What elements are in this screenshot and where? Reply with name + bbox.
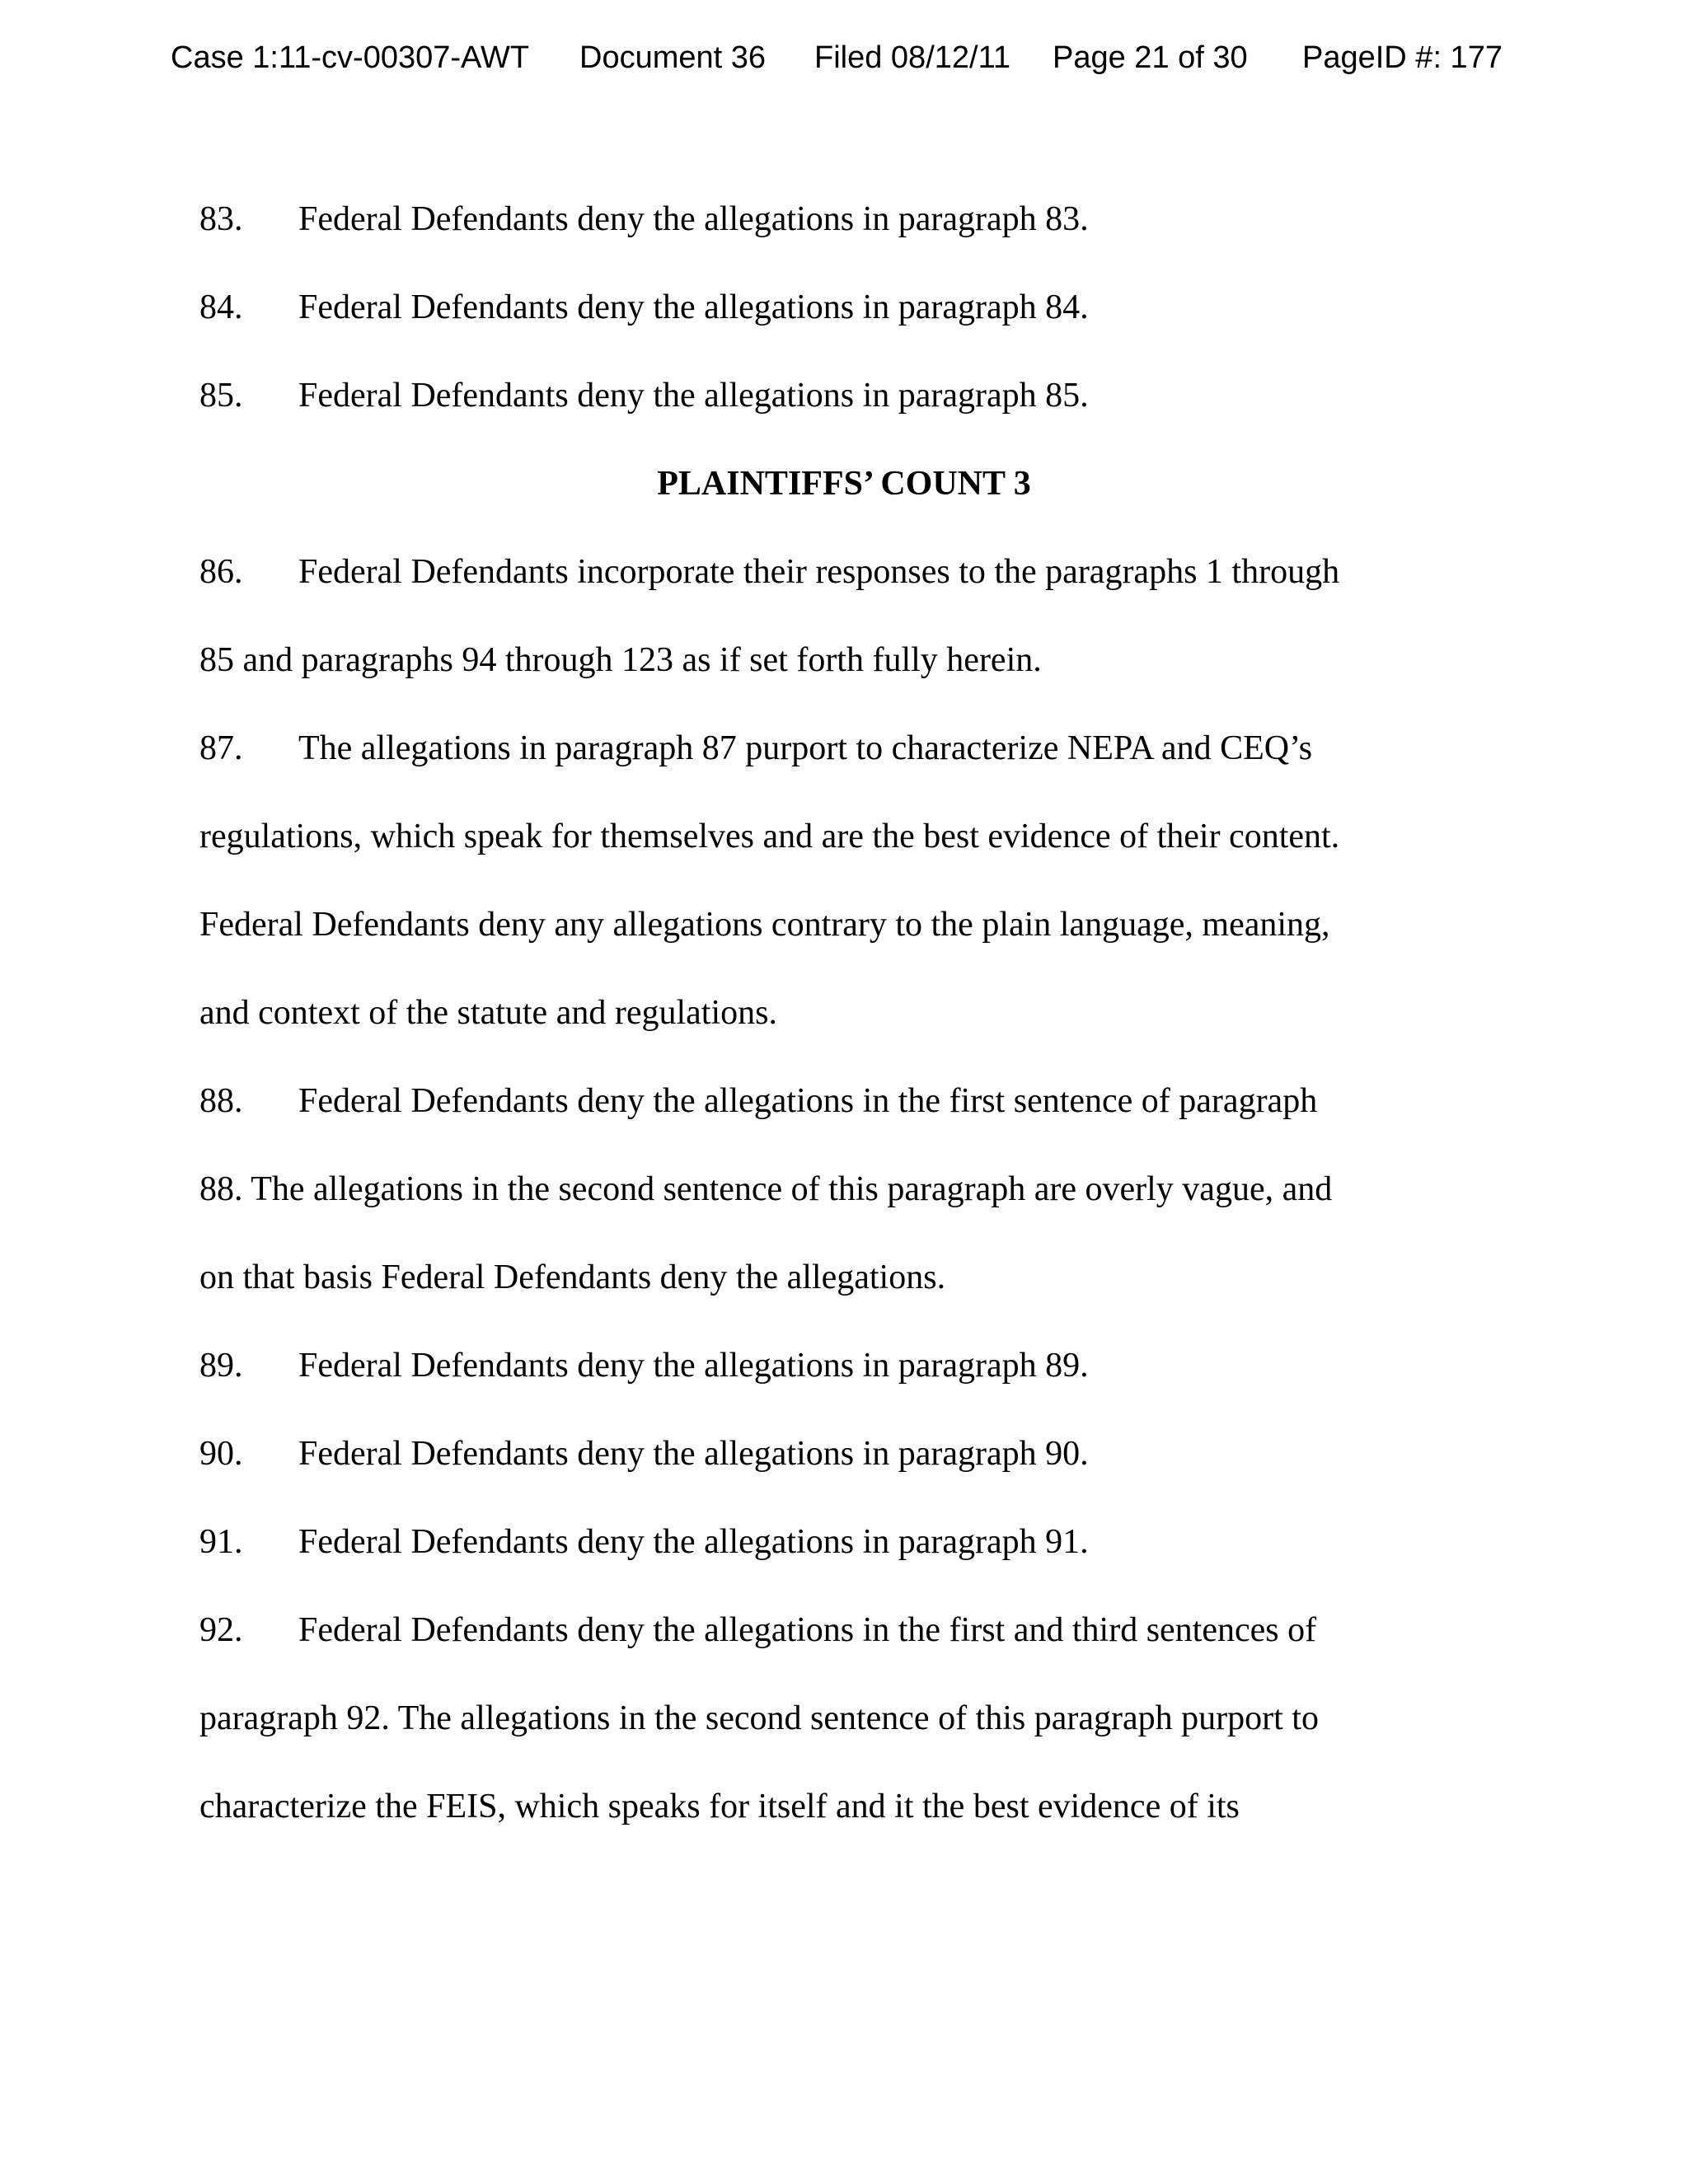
paragraph-number: 92. [199, 1611, 243, 1649]
paragraph-92-line-2: paragraph 92. The allegations in the second sentence of this paragraph purport to [199, 1699, 1319, 1737]
paragraph-text: Federal Defendants deny the allegations in paragraph 84. [298, 288, 1089, 326]
paragraph-number: 84. [199, 288, 243, 326]
paragraph-87-line-2: regulations, which speak for themselves and are the best evidence of their content. [199, 818, 1340, 855]
paragraph-text: The allegations in paragraph 87 purport to characterize NEPA and CEQ’s [298, 729, 1313, 767]
paragraph-88-line-2: 88. The allegations in the second sentence of this paragraph are overly vague, and [199, 1170, 1333, 1208]
section-heading: PLAINTIFFS’ COUNT 3 [657, 465, 1031, 503]
paragraph-text: Federal Defendants deny the allegations in paragraph 91. [298, 1523, 1089, 1561]
paragraph-text: Federal Defendants deny the allegations in paragraph 83. [298, 200, 1089, 238]
paragraph-88-line-1 [199, 1057, 1317, 1146]
paragraph-92-line-3: characterize the FEIS, which speaks for itself and it the best evidence of its [199, 1788, 1240, 1825]
paragraph-number: 90. [199, 1435, 243, 1473]
paragraph-text: Federal Defendants deny the allegations in paragraph 90. [298, 1435, 1089, 1473]
filed-date: Filed 08/12/11 [814, 40, 1011, 75]
paragraph-text: Federal Defendants deny the allegations in the first and third sentences of [298, 1611, 1317, 1649]
paragraph-85 [199, 351, 1089, 440]
paragraph-89 [199, 1321, 1089, 1410]
paragraph-87-line-1 [199, 704, 1312, 793]
paragraph-number: 86. [199, 553, 243, 591]
paragraph-88-line-3: on that basis Federal Defendants deny the allegations. [199, 1258, 946, 1296]
paragraph-number: 87. [199, 729, 243, 767]
document-number: Document 36 [579, 40, 767, 75]
page-id: PageID #: 177 [1302, 40, 1503, 75]
paragraph-text: Federal Defendants incorporate their responses to the paragraphs 1 through [298, 553, 1340, 591]
page-number: Page 21 of 30 [1053, 40, 1248, 75]
paragraph-84 [199, 263, 1089, 352]
paragraph-number: 91. [199, 1523, 243, 1561]
paragraph-number: 88. [199, 1082, 243, 1120]
paragraph-92-line-1 [199, 1586, 1316, 1675]
paragraph-text: Federal Defendants deny the allegations in paragraph 89. [298, 1347, 1089, 1385]
paragraph-87-line-3: Federal Defendants deny any allegations contrary to the plain language, meaning, [199, 906, 1330, 944]
paragraph-87-line-4: and context of the statute and regulations. [199, 994, 777, 1032]
paragraph-text: Federal Defendants deny the allegations in paragraph 85. [298, 377, 1089, 415]
paragraph-number: 83. [199, 200, 243, 238]
paragraph-83 [199, 175, 1089, 264]
paragraph-91 [199, 1497, 1089, 1586]
paragraph-number: 89. [199, 1347, 243, 1385]
paragraph-86-line-1 [199, 527, 1339, 616]
paragraph-number: 85. [199, 377, 243, 415]
paragraph-90 [199, 1409, 1089, 1498]
paragraph-86-line-2: 85 and paragraphs 94 through 123 as if set forth fully herein. [199, 641, 1042, 679]
case-number: Case 1:11-cv-00307-AWT [171, 40, 530, 75]
paragraph-text: Federal Defendants deny the allegations in the first sentence of paragraph [298, 1082, 1318, 1120]
